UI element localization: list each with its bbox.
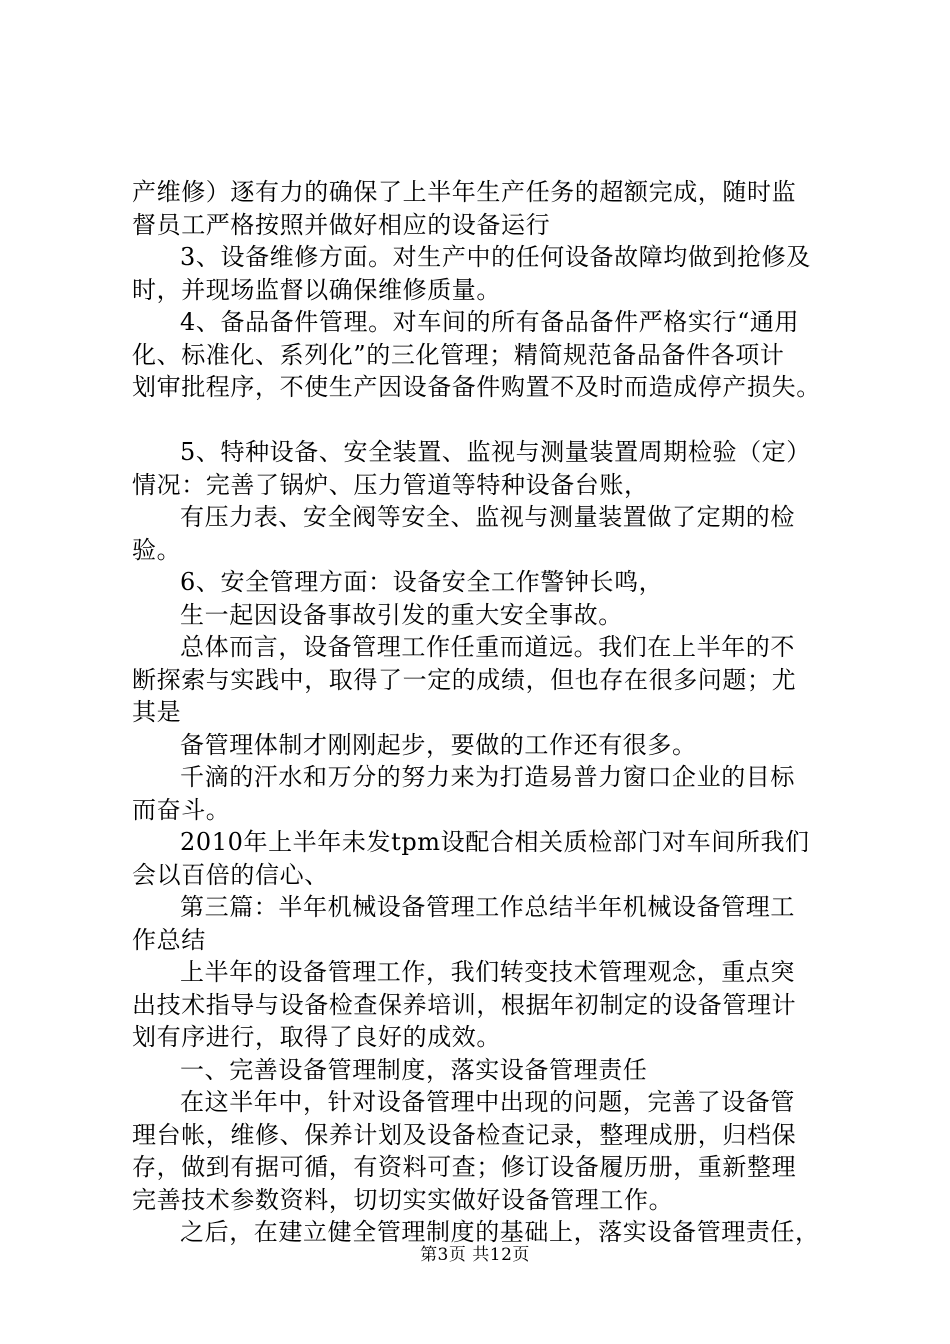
text-line: 督员工严格按照并做好相应的设备运行 (132, 210, 551, 239)
text-line: 划有序进行，取得了良好的成效。 (132, 1023, 501, 1051)
text-line: 5、特种设备、安全装置、监视与测量装置周期检验（定） (180, 438, 811, 466)
text-line: 断探索与实践中，取得了一定的成绩，但也存在很多问题；尤 (132, 665, 797, 694)
subsection-heading: 一、完善设备管理制度，落实设备管理责任 (180, 1055, 648, 1084)
text-line: 完善技术参数资料，切切实实做好设备管理工作。 (132, 1185, 674, 1214)
text-line: 出技术指导与设备检查保养培训，根据年初制定的设备管理计 (132, 990, 797, 1019)
text-line: 上半年的设备管理工作，我们转变技术管理观念，重点突 (180, 958, 795, 986)
text-line: 而奋斗。 (132, 795, 231, 824)
text-line: 有压力表、安全阀等安全、监视与测量装置做了定期的检 (180, 503, 795, 531)
text-line: 其是 (132, 698, 182, 726)
text-line: 时，并现场监督以确保维修质量。 (132, 275, 501, 304)
text-line: 之后，在建立健全管理制度的基础上，落实设备管理责任， (180, 1218, 820, 1246)
section-heading: 作总结 (132, 925, 206, 954)
text-line: 划审批程序，不使生产因设备备件购置不及时而造成停产损失。 (132, 373, 821, 401)
text-line: 会以百倍的信心、 (132, 860, 329, 889)
text-line: 产维修）逐有力的确保了上半年生产任务的超额完成，随时监 (132, 178, 797, 206)
text-line: 2010年上半年未发tpm设配合相关质检部门对车间所我们 (180, 828, 810, 856)
text-line: 6、安全管理方面：设备安全工作警钟长鸣， (180, 568, 664, 596)
document-body (132, 176, 842, 1249)
text-line: 4、备品备件管理。对车间的所有备品备件严格实行“通用 (180, 308, 800, 336)
text-line: 在这半年中，针对设备管理中出现的问题，完善了设备管 (180, 1088, 795, 1116)
text-line: 备管理体制才刚刚起步，要做的工作还有很多。 (180, 730, 697, 759)
text-line: 千滴的汗水和万分的努力来为打造易普力窗口企业的目标 (180, 763, 795, 791)
text-line: 验。 (132, 535, 182, 564)
blank-line (132, 404, 842, 437)
text-line: 化、标准化、系列化”的三化管理；精简规范备品备件各项计 (132, 340, 785, 369)
text-line: 情况：完善了锅炉、压力管道等特种设备台账， (132, 470, 649, 499)
text-line: 存，做到有据可循，有资料可查；修订设备履历册，重新整理 (132, 1153, 797, 1181)
text-line: 总体而言，设备管理工作任重而道远。我们在上半年的不 (180, 633, 795, 661)
section-heading: 第三篇：半年机械设备管理工作总结半年机械设备管理工 (180, 893, 795, 921)
text-line: 生一起因设备事故引发的重大安全事故。 (180, 600, 623, 629)
text-line: 3、设备维修方面。对生产中的任何设备故障均做到抢修及 (180, 243, 811, 271)
page-number-footer: 第3页 共12页 (420, 1245, 530, 1265)
text-line: 理台帐，维修、保养计划及设备检查记录，整理成册，归档保 (132, 1120, 797, 1149)
